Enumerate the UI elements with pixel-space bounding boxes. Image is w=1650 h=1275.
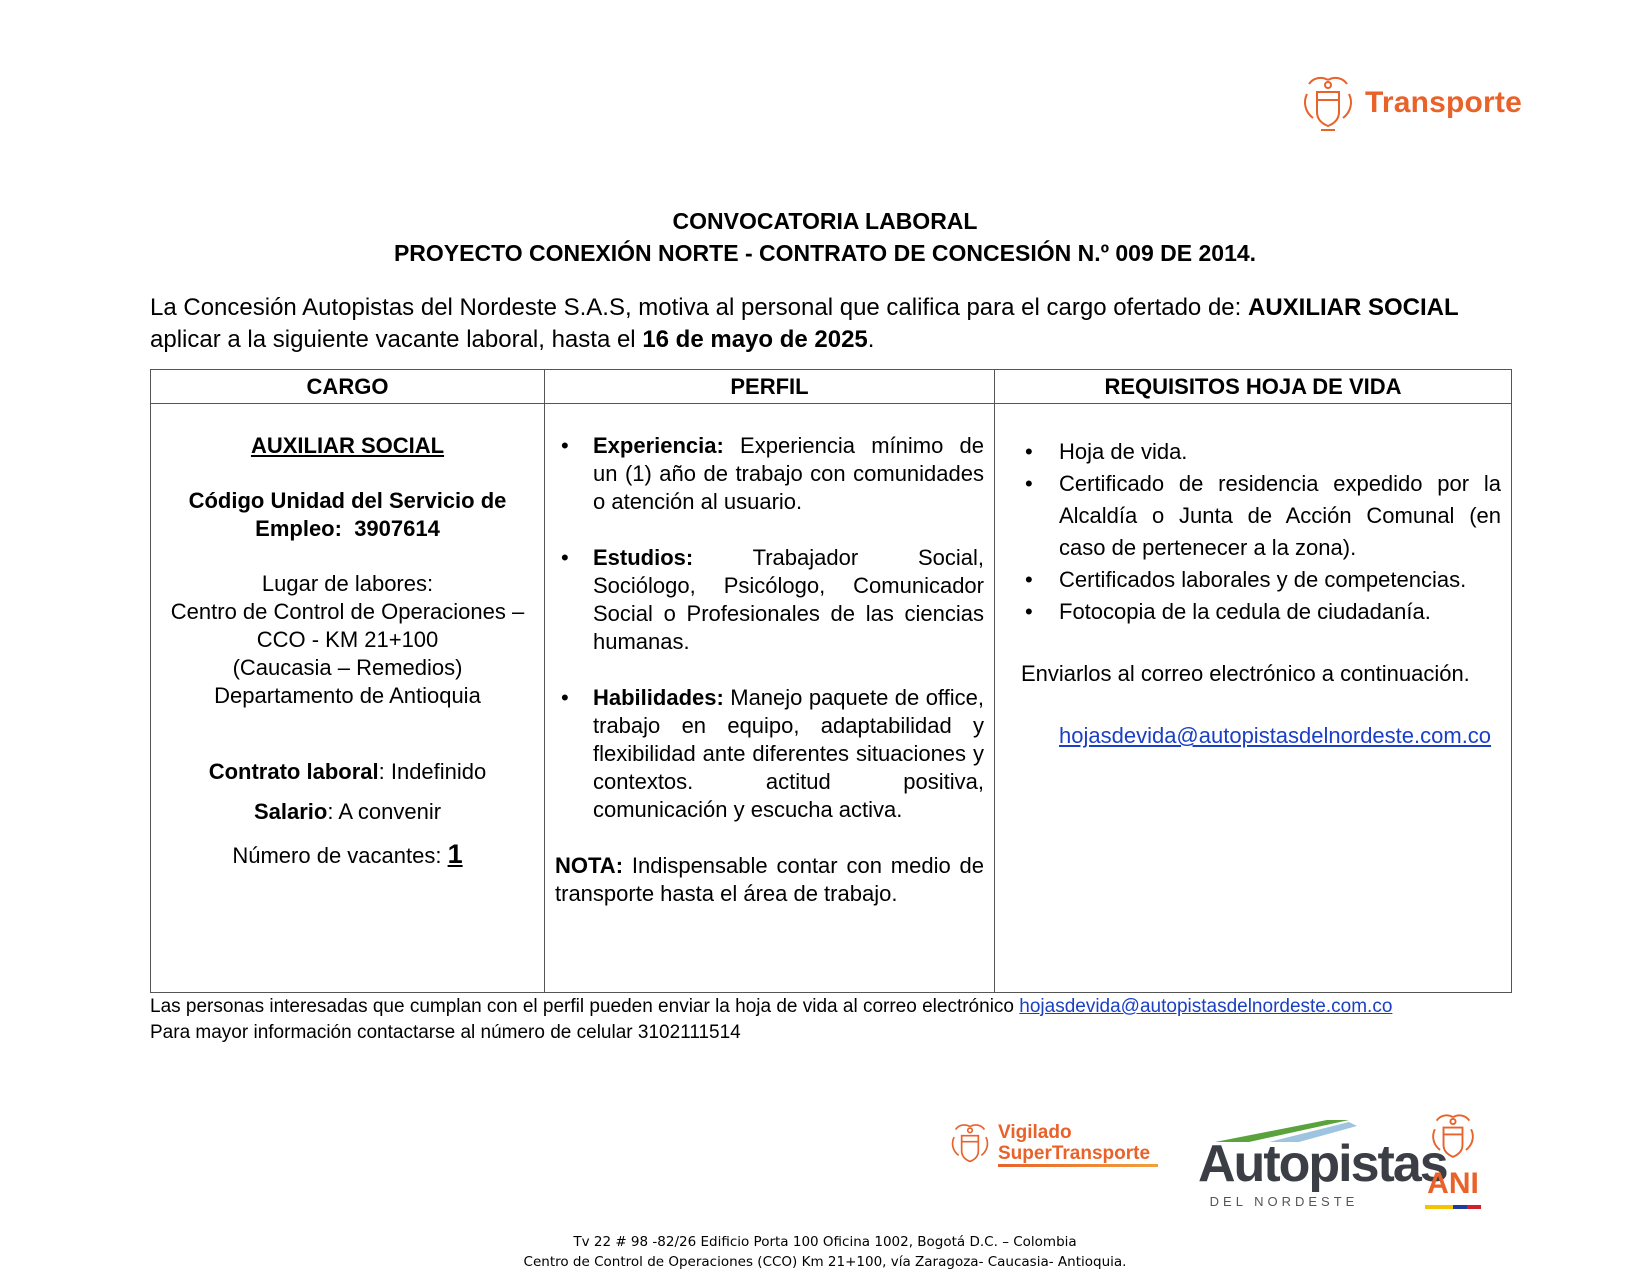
bullet-icon: •: [1025, 471, 1033, 496]
requisitos-cell: [995, 404, 1512, 993]
cargo-code: [161, 487, 534, 543]
intro-text-1: La Concesión Autopistas del Nordeste S.A.S, motiva al personal que califica para el cargo ofertado de:: [150, 294, 1248, 321]
requisitos-email-link[interactable]: hojasdevida@autopistasdelnordeste.com.co: [1059, 723, 1492, 748]
bullet-icon: •: [1025, 599, 1033, 624]
perfil-item-text: Manejo paquete de office, trabajo en equipo, adaptabilidad y flexibilidad ante diferentes situaciones y contextos. actitud positiva, comunicación y escucha activa.: [593, 685, 984, 822]
perfil-item-text: Experiencia mínimo de un (1) año de trabajo con comunidades o atención al usuario.: [593, 433, 984, 514]
transporte-brand-text: Transporte: [1364, 86, 1522, 119]
address-line-2: Centro de Control de Operaciones (CCO) Km 21+100, vía Zaragoza- Caucasia- Antioquia.: [523, 1254, 1127, 1270]
cargo-contract: [161, 758, 534, 786]
perfil-item-text: Trabajador Social, Sociólogo, Psicólogo, Comunicador Social o Profesionales de las ciencias humanas.: [593, 545, 984, 654]
cargo-salary: [161, 798, 534, 826]
cargo-vacancies-label: Número de vacantes:: [232, 843, 448, 868]
intro-paragraph: [150, 292, 1510, 356]
cargo-contract-label: Contrato laboral: [208, 759, 379, 784]
vigilado-supertransporte-logo: [948, 1118, 1158, 1170]
header-requisitos: REQUISITOS HOJA DE VIDA: [995, 370, 1512, 404]
requisito-item: [1021, 596, 1501, 628]
requisito-text: Hoja de vida.: [1059, 439, 1188, 464]
vigilado-text: [998, 1122, 1158, 1167]
intro-deadline: 16 de mayo de 2025: [642, 326, 868, 353]
footer-note-line-2: Para mayor información contactarse al número de celular 3102111514: [150, 1022, 741, 1043]
page-title: CONVOCATORIA LABORAL: [672, 208, 978, 234]
cargo-title: AUXILIAR SOCIAL: [250, 433, 445, 458]
cargo-place-line-4: Departamento de Antioquia: [214, 683, 481, 708]
colombia-flag-stripe: [1425, 1205, 1481, 1209]
requisitos-send-text: Enviarlos al correo electrónico a continuación.: [1021, 661, 1470, 686]
page-subtitle: PROYECTO CONEXIÓN NORTE - CONTRATO DE CONCESIÓN N.º 009 DE 2014.: [393, 240, 1257, 266]
perfil-list: [555, 432, 984, 824]
cargo-salary-value: : A convenir: [327, 799, 442, 824]
coat-of-arms-icon: [1428, 1110, 1478, 1164]
requisito-text: Fotocopia de la cedula de ciudadanía.: [1059, 599, 1431, 624]
intro-text-2: aplicar a la siguiente vacante laboral, hasta el: [150, 326, 643, 353]
vigilado-line-1: Vigilado: [998, 1121, 1072, 1143]
intro-text-3: .: [867, 326, 875, 353]
requisito-text: Certificado de residencia expedido por la Alcaldía o Junta de Acción Comunal (en caso de pertenecer a la zona).: [1059, 471, 1501, 560]
intro-position: AUXILIAR SOCIAL: [1247, 294, 1459, 321]
bullet-icon: •: [561, 545, 569, 570]
perfil-item-label: Estudios:: [593, 545, 694, 570]
job-table: [150, 369, 1512, 993]
cargo-contract-value: : Indefinido: [378, 759, 487, 784]
table-row: [151, 404, 1512, 993]
header-perfil: PERFIL: [545, 370, 995, 404]
perfil-item-experiencia: [555, 432, 984, 516]
footer-email-link[interactable]: hojasdevida@autopistasdelnordeste.com.co: [1019, 996, 1393, 1017]
perfil-item-estudios: [555, 544, 984, 656]
requisitos-list: [1021, 436, 1501, 628]
bullet-icon: •: [561, 685, 569, 710]
bullet-icon: •: [561, 433, 569, 458]
cargo-code-value: 3907614: [354, 516, 440, 541]
cargo-place-label: Lugar de labores:: [261, 571, 434, 596]
coat-of-arms-icon: [948, 1118, 992, 1170]
perfil-cell: [545, 404, 995, 993]
footer-note-text: Las personas interesadas que cumplan con el perfil pueden enviar la hoja de vida al correo electrónico: [150, 996, 1020, 1017]
bullet-icon: •: [1025, 567, 1033, 592]
cargo-vacancies-value: 1: [447, 839, 463, 869]
address-line-1: Tv 22 # 98 -82/26 Edificio Porta 100 Oficina 1002, Bogotá D.C. – Colombia: [573, 1234, 1077, 1250]
cargo-vacancies: [161, 840, 534, 870]
perfil-item-label: Habilidades:: [593, 685, 724, 710]
requisito-item: [1021, 468, 1501, 564]
requisito-item: [1021, 436, 1501, 468]
ani-logo: [1418, 1110, 1488, 1209]
cargo-place-line-3: (Caucasia – Remedios): [232, 655, 463, 680]
perfil-note-label: NOTA:: [555, 853, 624, 878]
perfil-note: [555, 852, 984, 908]
bullet-icon: •: [1025, 439, 1033, 464]
cargo-place-line-2: CCO - KM 21+100: [256, 627, 439, 652]
requisito-item: [1021, 564, 1501, 596]
perfil-item-habilidades: [555, 684, 984, 824]
requisito-text: Certificados laborales y de competencias.: [1059, 567, 1467, 592]
transporte-logo: [1299, 72, 1522, 134]
autopistas-main-text: Autopistas: [1198, 1135, 1447, 1193]
cargo-cell: [151, 404, 545, 993]
perfil-note-text: Indispensable contar con medio de transporte hasta el área de trabajo.: [555, 853, 984, 906]
header-cargo: CARGO: [151, 370, 545, 404]
autopistas-sub-text: DEL NORDESTE: [1209, 1194, 1359, 1209]
cargo-code-label: Código Unidad del Servicio de Empleo:: [188, 488, 507, 541]
perfil-item-label: Experiencia:: [593, 433, 724, 458]
coat-of-arms-icon: [1299, 72, 1357, 134]
autopistas-del-nordeste-logo: [1198, 1116, 1447, 1209]
cargo-place-line-1: Centro de Control de Operaciones –: [170, 599, 525, 624]
table-header-row: [151, 370, 1512, 404]
vigilado-underline: [998, 1164, 1158, 1167]
vigilado-line-2: SuperTransporte: [998, 1142, 1151, 1164]
cargo-salary-label: Salario: [253, 799, 328, 824]
footer-note-line-1: [150, 994, 1392, 1020]
ani-text: ANI: [1427, 1167, 1479, 1200]
